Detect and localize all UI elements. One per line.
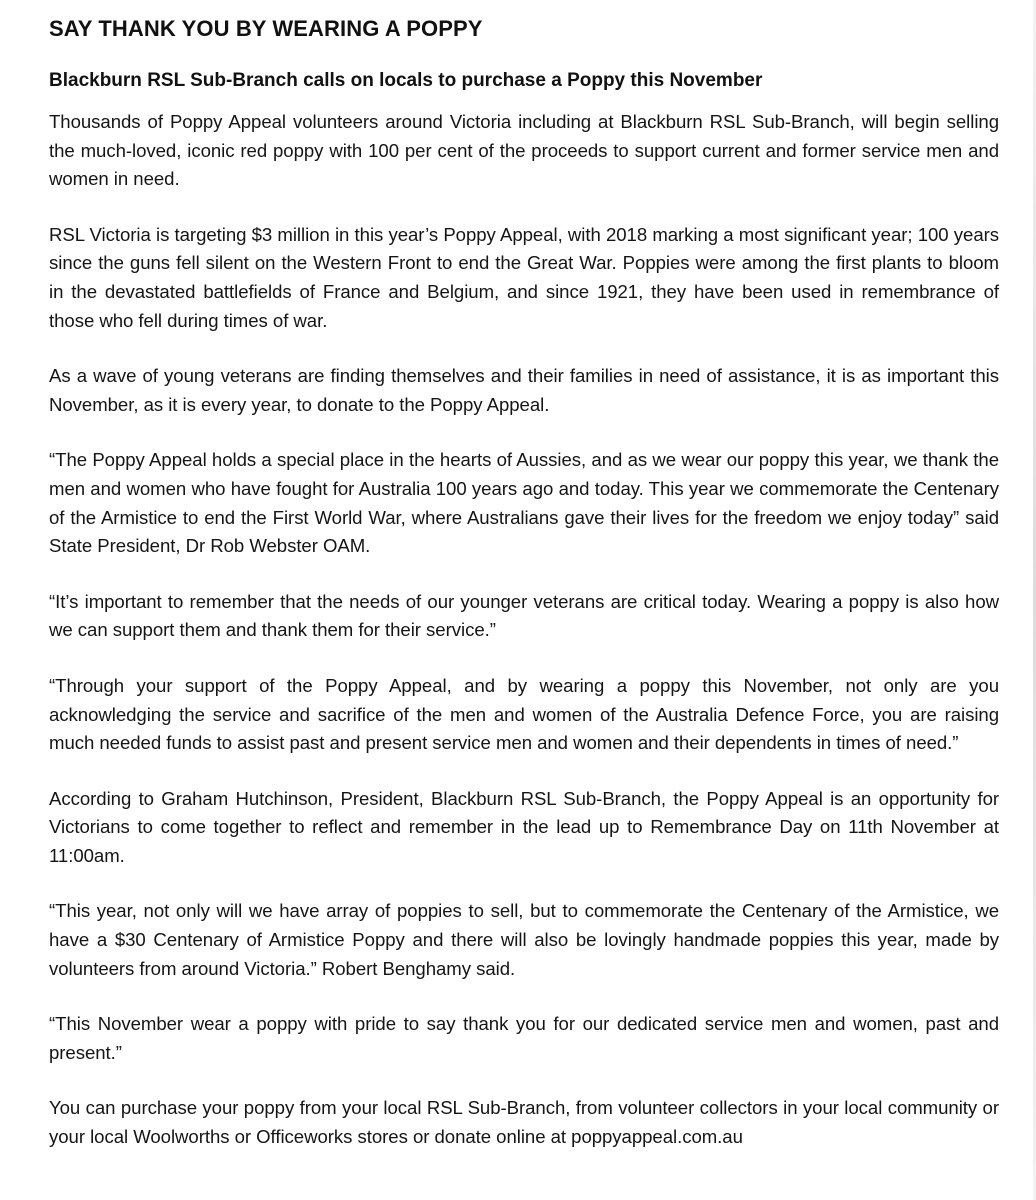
paragraph-3: As a wave of young veterans are finding themselves and their families in need of assistance, it is as important this November, as it is every year, to donate to the Poppy Appeal.: [49, 365, 999, 415]
paragraph-2: RSL Victoria is targeting $3 million in this year’s Poppy Appeal, with 2018 marking a most significant year; 100 years since the guns fell silent on the Western Front to end the Great War. Poppies were among the first plants to bloom in the devastated battlefields of France and Belgium, and since 1921, they have been used in remembrance of those who fell during times of war.: [49, 223, 999, 331]
paragraph-6: “Through your support of the Poppy Appeal, and by wearing a poppy this November, not only are you acknowledging the service and sacrifice of the men and women of the Australia Defence Force, you are raising much needed funds to assist past and present service men and women and their dependents in times of need.”: [49, 674, 999, 754]
paragraph-9: “This November wear a poppy with pride to say thank you for our dedicated service men and women, past and present.”: [49, 1013, 999, 1063]
document-title: SAY THANK YOU BY WEARING A POPPY: [49, 16, 483, 41]
paragraph-5: “It’s important to remember that the needs of our younger veterans are critical today. Wearing a poppy is also how we can support them and thank them for their service.”: [49, 590, 999, 641]
paragraph-4: “The Poppy Appeal holds a special place in the hearts of Aussies, and as we wear our poppy this year, we thank the men and women who have fought for Australia 100 years ago and today. This year we commemorate the Centenary of the Armistice to end the First World War, where Australians gave their lives for the freedom we enjoy today” said State President, Dr Rob Webster OAM.: [49, 449, 999, 557]
paragraph-1: Thousands of Poppy Appeal volunteers around Victoria including at Blackburn RSL Sub-Branch, will begin selling the much-loved, iconic red poppy with 100 per cent of the proceeds to support current and former service men and women in need.: [49, 111, 999, 190]
press-release: [49, 14, 999, 1152]
paragraph-7: According to Graham Hutchinson, President, Blackburn RSL Sub-Branch, the Poppy Appeal is an opportunity for Victorians to come together to reflect and remember in the lead up to Remembrance Day on 11th November at 11:00am.: [49, 787, 999, 866]
document-subtitle: Blackburn RSL Sub-Branch calls on locals to purchase a Poppy this November: [49, 70, 763, 91]
paragraph-8: “This year, not only will we have array of poppies to sell, but to commemorate the Centenary of the Armistice, we have a $30 Centenary of Armistice Poppy and there will also be lovingly handmade poppies this year, made by volunteers from around Victoria.” Robert Benghamy said.: [49, 900, 999, 979]
paragraph-10: You can purchase your poppy from your local RSL Sub-Branch, from volunteer collectors in your local community or your local Woolworths or Officeworks stores or donate online at poppyappeal.com.au: [49, 1097, 999, 1148]
